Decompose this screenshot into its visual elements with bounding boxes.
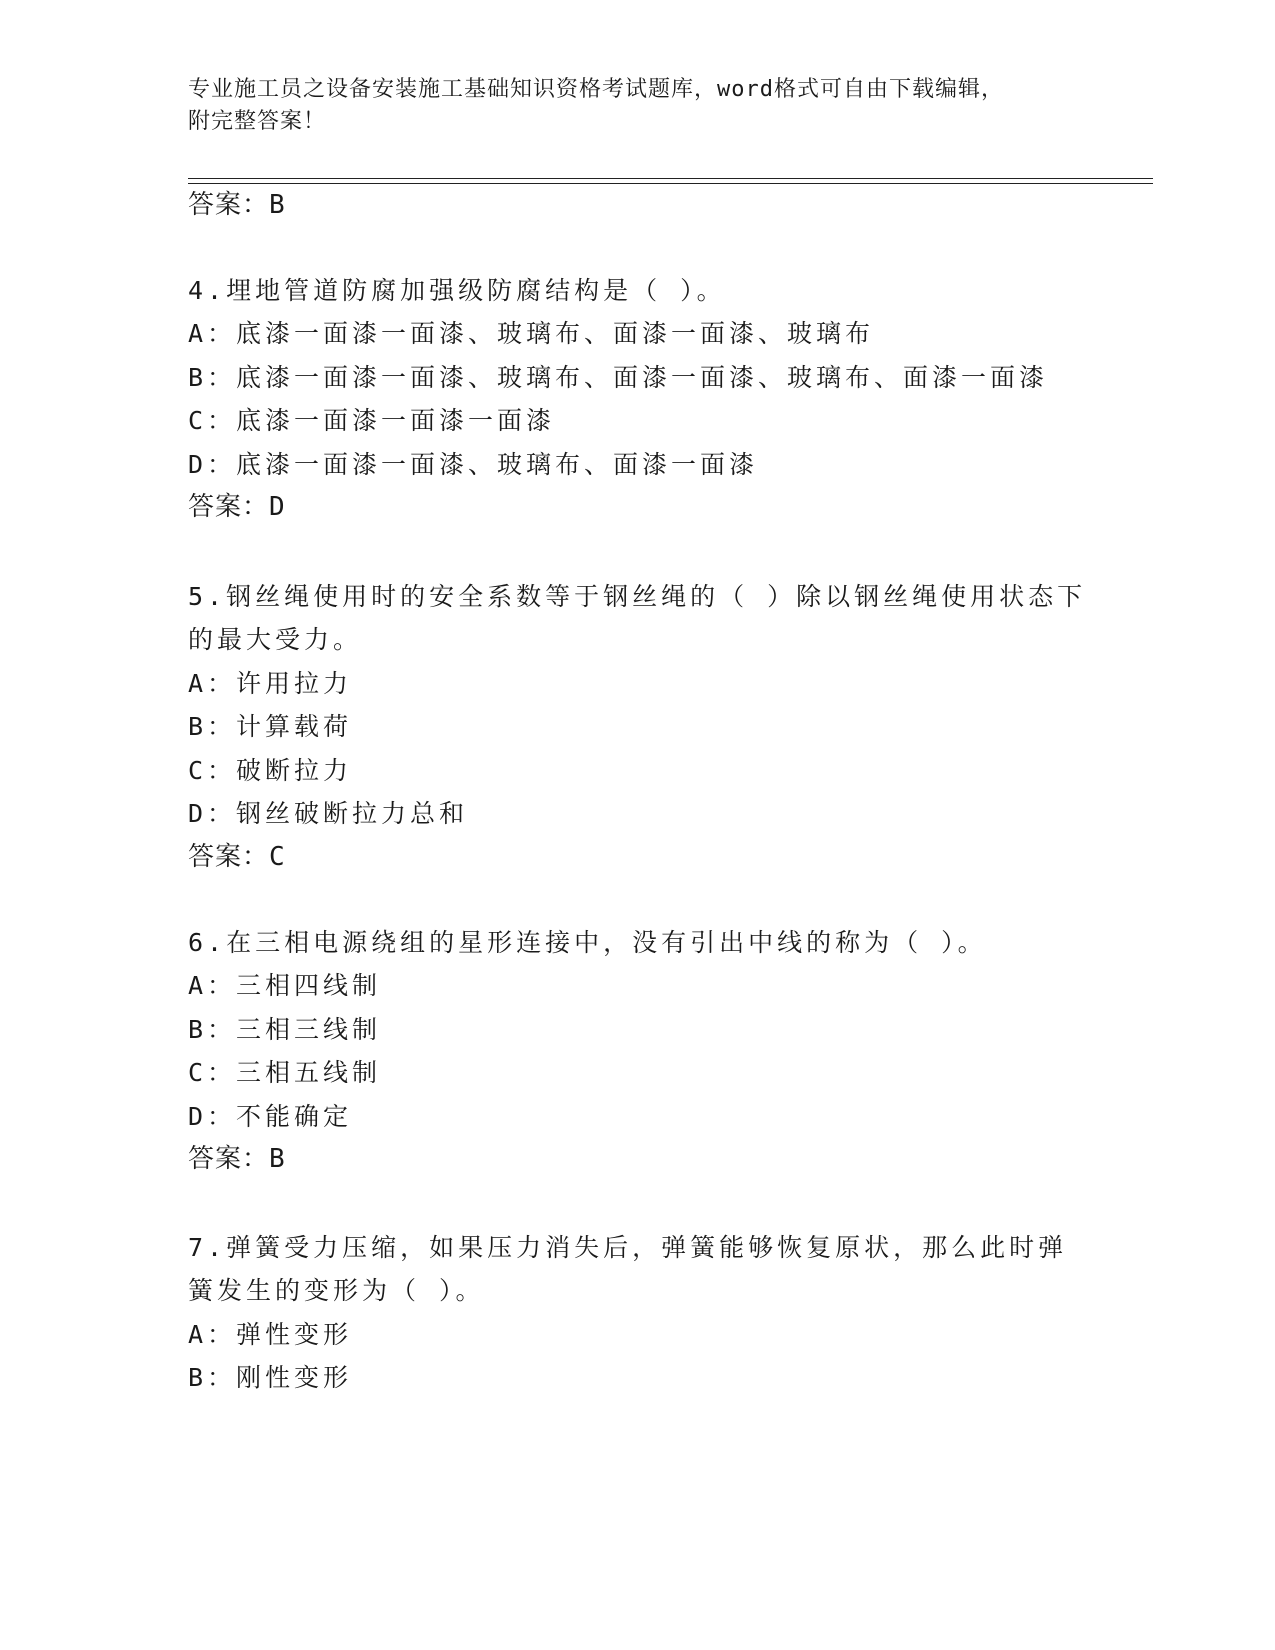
answer-value: B xyxy=(269,1144,286,1174)
question-stem: 7.弹簧受力压缩，如果压力消失后，弹簧能够恢复原状，那么此时弹 xyxy=(188,1233,1068,1262)
question-stem: 5.钢丝绳使用时的安全系数等于钢丝绳的（ ）除以钢丝绳使用状态下 xyxy=(188,582,1087,611)
option-b: B：刚性变形 xyxy=(188,1363,353,1392)
option-c: C：三相五线制 xyxy=(188,1058,382,1087)
option-a: A：许用拉力 xyxy=(188,669,353,698)
option-a: A：底漆一面漆一面漆、玻璃布、面漆一面漆、玻璃布 xyxy=(188,319,875,348)
option-d: D：底漆一面漆一面漆、玻璃布、面漆一面漆 xyxy=(188,450,759,479)
option-b: B：计算载荷 xyxy=(188,712,353,741)
answer-line xyxy=(188,183,286,228)
answer-value: D xyxy=(269,492,286,522)
option-c: C：破断拉力 xyxy=(188,756,353,785)
answer-label: 答案： xyxy=(188,1144,270,1174)
answer-line xyxy=(188,835,286,880)
option-b: B：底漆一面漆一面漆、玻璃布、面漆一面漆、玻璃布、面漆一面漆 xyxy=(188,363,1049,392)
option-b: B：三相三线制 xyxy=(188,1015,382,1044)
question-stem-continued: 簧发生的变形为（ ）。 xyxy=(188,1276,485,1305)
question-stem: 4.埋地管道防腐加强级防腐结构是（ ）。 xyxy=(188,276,726,305)
answer-line xyxy=(188,485,286,530)
answer-value: C xyxy=(269,842,286,872)
answer-label: 答案： xyxy=(188,842,270,872)
option-a: A：弹性变形 xyxy=(188,1320,353,1349)
header-divider-bottom xyxy=(188,183,1153,184)
header-line-2: 附完整答案！ xyxy=(188,109,327,134)
answer-line xyxy=(188,1137,286,1182)
option-d: D：钢丝破断拉力总和 xyxy=(188,799,469,828)
option-a: A：三相四线制 xyxy=(188,971,382,1000)
question-stem-continued: 的最大受力。 xyxy=(188,625,363,654)
header-line-1: 专业施工员之设备安装施工基础知识资格考试题库，word格式可自由下载编辑， xyxy=(188,77,1004,102)
option-d: D：不能确定 xyxy=(188,1102,353,1131)
answer-label: 答案： xyxy=(188,492,270,522)
answer-value: B xyxy=(269,190,286,220)
answer-label: 答案： xyxy=(188,190,270,220)
document-header xyxy=(188,74,1088,138)
option-c: C：底漆一面漆一面漆一面漆 xyxy=(188,406,556,435)
header-divider-top xyxy=(188,178,1153,179)
question-stem: 6.在三相电源绕组的星形连接中，没有引出中线的称为（ ）。 xyxy=(188,928,987,957)
